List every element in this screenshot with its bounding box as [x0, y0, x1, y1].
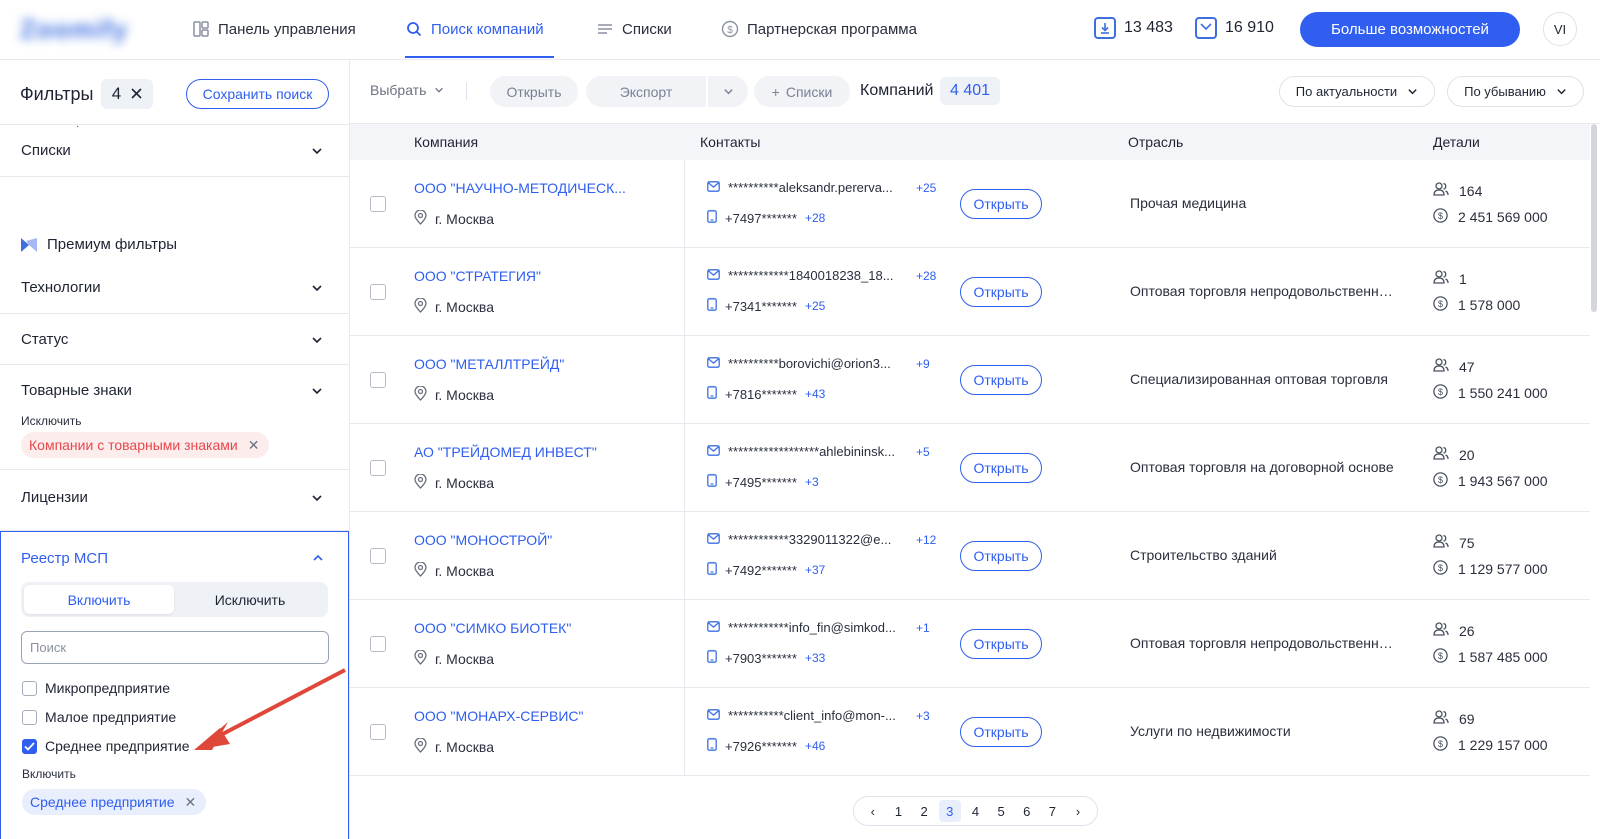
row-checkbox[interactable]: [370, 636, 386, 652]
downloads-credit[interactable]: [1094, 17, 1173, 39]
mail-icon: [707, 444, 720, 459]
location-pin-icon: [414, 738, 427, 756]
divider: [684, 600, 685, 687]
save-search-button[interactable]: Сохранить поиск: [186, 79, 329, 109]
company-revenue: [1433, 296, 1520, 314]
company-city: г. Москва: [435, 651, 494, 667]
column-details: Детали: [1433, 134, 1480, 150]
contact-phone: [707, 386, 825, 402]
money-icon: [1433, 208, 1448, 226]
divider: [466, 82, 467, 100]
download-icon: [1094, 17, 1116, 39]
exclude-tab[interactable]: Исключить: [214, 591, 286, 608]
phone-more-count[interactable]: +46: [804, 739, 826, 753]
search-icon: [405, 20, 423, 38]
employee-value: 47: [1459, 358, 1475, 375]
company-location: [414, 298, 494, 316]
email-value: ************3329011322@e...: [728, 532, 892, 547]
column-contacts: Контакты: [700, 134, 761, 150]
svg-text:$: $: [1437, 651, 1444, 661]
open-contacts-button[interactable]: Открыть: [960, 453, 1042, 483]
phone-icon: [707, 738, 717, 754]
company-industry: Строительство зданий: [1130, 547, 1277, 563]
filter-licenses-label: Лицензии: [21, 489, 88, 506]
users-icon: [1433, 710, 1449, 727]
company-name-link[interactable]: ООО "НАУЧНО-МЕТОДИЧЕСК...: [414, 180, 626, 196]
open-contacts-button[interactable]: Открыть: [960, 541, 1042, 571]
company-name-link[interactable]: ООО "СТРАТЕГИЯ": [414, 268, 541, 284]
contact-email: [707, 532, 936, 547]
add-to-list-label: Списки: [785, 83, 833, 100]
company-revenue: [1433, 648, 1548, 666]
sort-order-dropdown[interactable]: [1447, 76, 1584, 107]
money-icon: [1433, 472, 1448, 490]
chevron-down-icon: [311, 145, 323, 157]
email-more-count[interactable]: +12: [916, 532, 937, 547]
company-industry: Специализированная оптовая торговля: [1130, 371, 1388, 387]
sort-order-label: По убыванию: [1464, 84, 1546, 99]
option-small-label: Малое предприятие: [45, 709, 177, 725]
contact-email: [707, 708, 930, 723]
mail-icon: [707, 356, 720, 371]
mail-icon: [1195, 17, 1217, 39]
contact-phone: [707, 298, 825, 314]
add-to-list-button[interactable]: [754, 76, 850, 107]
chevron-down-icon: [311, 334, 323, 346]
row-checkbox[interactable]: [370, 548, 386, 564]
mail-icon: [707, 532, 720, 547]
email-value: **********borovichi@orion3...: [728, 356, 891, 371]
revenue-value: 1 229 157 000: [1458, 737, 1548, 753]
page-button[interactable]: 1: [894, 803, 903, 819]
filter-section-licenses[interactable]: [0, 470, 349, 531]
option-small[interactable]: [22, 709, 176, 725]
divider: [684, 424, 685, 511]
chevron-down-icon: [434, 85, 444, 95]
page-button[interactable]: 6: [1023, 803, 1031, 819]
select-label: Выбрать: [370, 82, 427, 98]
email-more-count[interactable]: +28: [916, 268, 937, 283]
company-location: [414, 738, 494, 756]
page-button[interactable]: 2: [920, 803, 928, 819]
include-tab[interactable]: Включить: [24, 585, 174, 614]
employee-value: 75: [1459, 534, 1475, 551]
open-contacts-button[interactable]: Открыть: [960, 189, 1042, 219]
users-icon: [1433, 534, 1449, 551]
employee-count: [1433, 270, 1467, 287]
filter-technologies-label: Технологии: [21, 279, 101, 296]
avatar[interactable]: VI: [1543, 12, 1577, 46]
pagination: [853, 796, 1098, 826]
trademarks-exclude-label: Исключить: [21, 414, 82, 428]
contact-phone: [707, 738, 825, 754]
phone-more-count[interactable]: +25: [804, 299, 826, 313]
email-value: **********aleksandr.pererva...: [728, 180, 893, 195]
page-button[interactable]: 5: [997, 803, 1005, 819]
employee-value: 1: [1459, 270, 1467, 287]
email-value: ******************ahlebininsk...: [728, 444, 895, 459]
results-toolbar: [350, 60, 1600, 124]
company-revenue: [1433, 472, 1548, 490]
company-location: [414, 650, 494, 668]
revenue-value: 1 578 000: [1458, 297, 1521, 313]
filter-section-status[interactable]: [0, 314, 349, 365]
phone-more-count[interactable]: +37: [804, 563, 826, 577]
row-checkbox[interactable]: [370, 372, 386, 388]
company-city: г. Москва: [435, 299, 494, 315]
company-city: г. Москва: [435, 563, 494, 579]
divider: [684, 336, 685, 423]
row-checkbox[interactable]: [370, 460, 386, 476]
company-city: г. Москва: [435, 211, 494, 227]
list-icon: [596, 20, 614, 38]
trademarks-chip-label: Компании с товарными знаками: [29, 437, 238, 453]
table-row[interactable]: [350, 160, 1590, 248]
employee-count: [1433, 446, 1475, 463]
revenue-value: 1 587 485 000: [1458, 649, 1548, 665]
company-location: [414, 562, 494, 580]
company-location: [414, 210, 494, 228]
revenue-value: 1 943 567 000: [1458, 473, 1548, 489]
phone-more-count[interactable]: +28: [804, 211, 826, 225]
phone-value: +7497*******: [725, 210, 797, 226]
divider: [684, 512, 685, 599]
employee-count: [1433, 534, 1475, 551]
email-more-count[interactable]: +25: [916, 180, 937, 195]
email-more-count[interactable]: +3: [916, 708, 930, 723]
table-scrollbar[interactable]: [1591, 124, 1597, 312]
svg-text:$: $: [1437, 475, 1444, 485]
company-name-link[interactable]: ООО "МЕТАЛЛТРЕЙД": [414, 356, 565, 372]
mail-icon: [707, 708, 720, 723]
nav-dashboard-label: Панель управления: [218, 20, 356, 38]
filter-lists-label: Списки: [21, 142, 71, 159]
sort-field-label: По актуальности: [1295, 84, 1398, 99]
chevron-down-icon: [311, 492, 323, 504]
svg-text:$: $: [727, 25, 733, 36]
premium-filters-label: Премиум фильтры: [47, 236, 178, 253]
select-dropdown[interactable]: [370, 82, 444, 98]
contact-phone: [707, 210, 825, 226]
filters-sidebar: [0, 60, 350, 839]
table-row[interactable]: [350, 688, 1590, 776]
company-location: [414, 386, 494, 404]
mail-icon: [707, 268, 720, 283]
option-medium[interactable]: [22, 738, 190, 754]
close-icon[interactable]: ✕: [184, 793, 197, 810]
phone-more-count[interactable]: +43: [804, 387, 826, 401]
contact-phone: [707, 562, 825, 578]
phone-icon: [707, 562, 717, 578]
emails-credit[interactable]: [1195, 17, 1274, 39]
company-industry: Услуги по недвижимости: [1130, 723, 1291, 739]
filter-section-lists[interactable]: [0, 125, 349, 177]
row-checkbox[interactable]: [370, 196, 386, 212]
nav-lists[interactable]: [596, 0, 672, 58]
phone-icon: [707, 210, 717, 226]
nav-partner-program[interactable]: [721, 0, 917, 58]
contact-email: [707, 268, 936, 283]
money-icon: [1433, 384, 1448, 402]
table-row[interactable]: [350, 248, 1590, 336]
msp-include-chip[interactable]: [22, 789, 206, 815]
checkbox[interactable]: [22, 681, 37, 696]
msp-search-input[interactable]: [21, 631, 329, 664]
row-checkbox[interactable]: [370, 284, 386, 300]
column-company: Компания: [414, 134, 479, 150]
page-button[interactable]: 3: [939, 800, 961, 822]
email-value: ************1840018238_18...: [728, 268, 894, 283]
email-value: ************info_fin@simkod...: [728, 620, 896, 635]
trademarks-exclude-chip[interactable]: [21, 432, 269, 458]
money-icon: [1433, 560, 1448, 578]
divider: [684, 160, 685, 247]
email-more-count[interactable]: +9: [916, 356, 930, 371]
company-city: г. Москва: [435, 739, 494, 755]
downloads-credit-value: 13 483: [1124, 19, 1173, 36]
export-button[interactable]: Экспорт: [586, 76, 706, 107]
phone-icon: [707, 650, 717, 666]
filters-count-badge[interactable]: [101, 79, 153, 109]
email-more-count[interactable]: +5: [916, 444, 930, 459]
users-icon: [1433, 270, 1449, 287]
mail-icon: [707, 620, 720, 635]
phone-value: +7495*******: [725, 474, 797, 490]
chevron-down-icon: [723, 86, 734, 97]
open-contacts-button[interactable]: Открыть: [960, 277, 1042, 307]
contact-phone: [707, 650, 825, 666]
svg-text:$: $: [1437, 563, 1444, 573]
chevron-down-icon: [1556, 86, 1567, 97]
filters-header: [0, 60, 349, 132]
company-industry: Оптовая торговля непродовольственны...: [1130, 635, 1400, 651]
nav-company-search[interactable]: [405, 0, 554, 58]
contact-email: [707, 620, 930, 635]
company-revenue: [1433, 384, 1548, 402]
location-pin-icon: [414, 562, 427, 580]
msp-registry-title[interactable]: Реестр МСП: [21, 550, 109, 567]
phone-value: +7341*******: [725, 298, 797, 314]
option-micro[interactable]: [22, 680, 170, 696]
employee-count: [1433, 358, 1475, 375]
table-row[interactable]: [350, 600, 1590, 688]
chevron-down-icon[interactable]: [311, 385, 323, 397]
table-header: [350, 124, 1590, 160]
scroll-remnant: ·: [76, 121, 80, 132]
dollar-icon: [721, 20, 739, 38]
plus-icon: +: [771, 83, 780, 100]
company-industry: Оптовая торговля на договорной основе: [1130, 459, 1394, 475]
company-name-link[interactable]: ООО "МОНОСТРОЙ": [414, 532, 553, 548]
option-micro-label: Микропредприятие: [45, 680, 170, 696]
svg-text:$: $: [1437, 739, 1444, 749]
filters-title: Фильтры: [20, 84, 94, 104]
premium-filters-heading: [21, 236, 177, 253]
page-button[interactable]: 7: [1048, 803, 1057, 819]
company-name-link[interactable]: АО "ТРЕЙДОМЕД ИНВЕСТ": [414, 444, 597, 460]
company-revenue: [1433, 736, 1548, 754]
mail-icon: [707, 180, 720, 195]
email-value: ***********client_info@mon-...: [728, 708, 896, 723]
close-icon[interactable]: [131, 84, 142, 104]
include-exclude-toggle: [21, 582, 328, 617]
contact-email: [707, 356, 930, 371]
filter-status-label: Статус: [21, 331, 69, 348]
company-city: г. Москва: [435, 475, 494, 491]
page-button[interactable]: 4: [971, 803, 980, 819]
open-selected-button[interactable]: Открыть: [490, 76, 578, 107]
companies-count-label: Компаний: [860, 82, 934, 99]
table-row[interactable]: [350, 336, 1590, 424]
revenue-value: 1 550 241 000: [1458, 385, 1548, 401]
money-icon: [1433, 648, 1448, 666]
contact-email: [707, 180, 936, 195]
money-icon: [1433, 736, 1448, 754]
more-features-button[interactable]: Больше возможностей: [1300, 12, 1520, 47]
employee-count: [1433, 622, 1475, 639]
company-name-link[interactable]: ООО "СИМКО БИОТЕК": [414, 620, 572, 636]
nav-partner-program-label: Партнерская программа: [747, 20, 917, 38]
phone-value: +7903*******: [725, 650, 797, 666]
nav-dashboard[interactable]: [192, 0, 356, 58]
filters-count-value: 4: [111, 84, 122, 103]
company-industry: Оптовая торговля непродовольственны...: [1130, 283, 1400, 299]
employee-value: 69: [1459, 710, 1475, 727]
open-contacts-button[interactable]: Открыть: [960, 717, 1042, 747]
open-contacts-button[interactable]: Открыть: [960, 365, 1042, 395]
phone-icon: [707, 474, 717, 490]
dashboard-icon: [192, 20, 210, 38]
phone-icon: [707, 298, 717, 314]
chevron-down-icon: [1407, 86, 1418, 97]
revenue-value: 2 451 569 000: [1458, 209, 1548, 225]
column-industry: Отрасль: [1128, 134, 1184, 150]
checkbox-checked[interactable]: [22, 739, 37, 754]
employee-count: [1433, 182, 1482, 199]
users-icon: [1433, 622, 1449, 639]
company-revenue: [1433, 560, 1548, 578]
phone-more-count[interactable]: +33: [804, 651, 826, 665]
phone-value: +7926*******: [725, 738, 797, 754]
filter-trademarks-label[interactable]: Товарные знаки: [21, 382, 132, 399]
employee-count: [1433, 710, 1475, 727]
checkbox[interactable]: [22, 710, 37, 725]
phone-value: +7816*******: [725, 386, 797, 402]
companies-count-badge: 4 401: [940, 77, 1000, 105]
phone-more-count[interactable]: +3: [804, 475, 819, 489]
table-row[interactable]: [350, 424, 1590, 512]
sort-field-dropdown[interactable]: [1279, 76, 1435, 107]
location-pin-icon: [414, 386, 427, 404]
divider: [684, 688, 685, 775]
filter-section-technologies[interactable]: [0, 263, 349, 314]
nav-company-search-label: Поиск компаний: [431, 20, 544, 38]
premium-icon: [21, 238, 37, 252]
prev-page-button[interactable]: ‹: [870, 803, 875, 819]
chevron-up-icon[interactable]: [312, 552, 324, 564]
divider: [684, 248, 685, 335]
emails-credit-value: 16 910: [1225, 19, 1274, 36]
next-page-button[interactable]: ›: [1075, 803, 1081, 819]
company-city: г. Москва: [435, 387, 494, 403]
company-industry: Прочая медицина: [1130, 195, 1247, 211]
employee-value: 26: [1459, 622, 1475, 639]
company-revenue: [1433, 208, 1548, 226]
chevron-down-icon: [311, 282, 323, 294]
company-name-link[interactable]: ООО "МОНАРХ-СЕРВИС": [414, 708, 584, 724]
location-pin-icon: [414, 210, 427, 228]
phone-icon: [707, 386, 717, 402]
money-icon: [1433, 296, 1448, 314]
users-icon: [1433, 182, 1449, 199]
phone-value: +7492*******: [725, 562, 797, 578]
app-logo[interactable]: Zoomify: [20, 14, 129, 44]
table-row[interactable]: [350, 512, 1590, 600]
contact-email: [707, 444, 930, 459]
export-menu-button[interactable]: [708, 76, 748, 107]
users-icon: [1433, 446, 1449, 463]
open-contacts-button[interactable]: Открыть: [960, 629, 1042, 659]
svg-text:$: $: [1437, 299, 1444, 309]
employee-value: 164: [1459, 182, 1483, 199]
msp-include-label: Включить: [22, 767, 76, 781]
location-pin-icon: [414, 650, 427, 668]
svg-text:$: $: [1437, 211, 1444, 221]
revenue-value: 1 129 577 000: [1458, 561, 1548, 577]
location-pin-icon: [414, 298, 427, 316]
email-more-count[interactable]: +1: [916, 620, 930, 635]
users-icon: [1433, 358, 1449, 375]
check-icon: [24, 742, 35, 751]
top-navigation: [0, 0, 1600, 60]
close-icon[interactable]: ✕: [247, 436, 260, 453]
msp-chip-label: Среднее предприятие: [30, 794, 175, 810]
row-checkbox[interactable]: [370, 724, 386, 740]
svg-text:$: $: [1437, 387, 1444, 397]
contact-phone: [707, 474, 819, 490]
company-location: [414, 474, 494, 492]
employee-value: 20: [1459, 446, 1475, 463]
location-pin-icon: [414, 474, 427, 492]
option-medium-label: Среднее предприятие: [45, 738, 190, 754]
nav-lists-label: Списки: [622, 20, 672, 38]
filter-section-msp-registry: [0, 531, 349, 839]
